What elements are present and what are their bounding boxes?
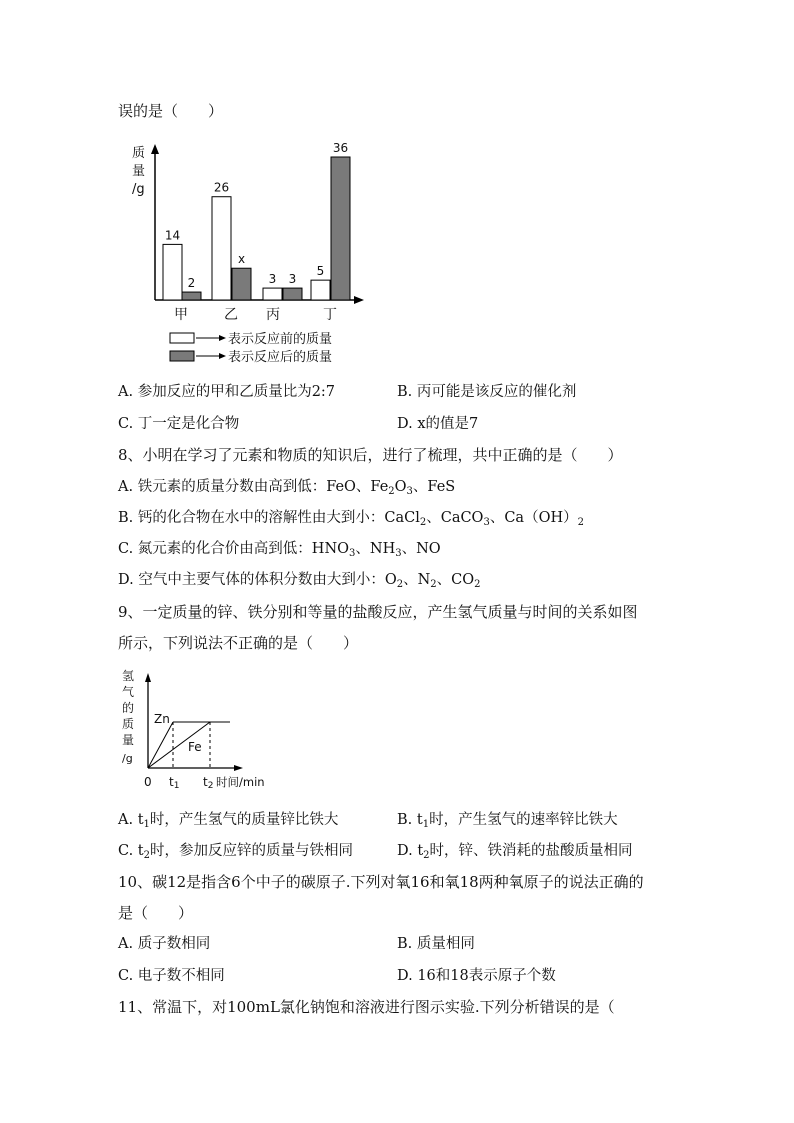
- q8-option-c: C. 氮元素的化合价由高到低：$HNO_3$、$NH_3$、NO: [118, 541, 441, 559]
- legend-after-label: 表示反应后的质量: [228, 350, 333, 365]
- legend-before-swatch: [170, 333, 194, 343]
- legend-after-swatch: [170, 351, 194, 361]
- graph-y-label-1: 氢: [122, 669, 135, 683]
- category-yi: 乙: [224, 307, 238, 323]
- q7-option-a: A. 参加反应的甲和乙质量比为2:7: [118, 384, 336, 400]
- y-axis-label-2: 量: [132, 164, 146, 179]
- graph-y-arrow: [145, 673, 151, 682]
- bar-label-before-2: 26: [213, 180, 230, 195]
- q9-option-a: A. $t_1$时，产生氢气的质量锌比铁大: [118, 812, 339, 830]
- bar-after-3: [283, 288, 302, 300]
- q8-option-d: D. 空气中主要气体的体积分数由大到小：$O_2$、$N_2$、$CO_2$: [118, 572, 481, 590]
- bar-label-after-4: 36: [332, 141, 349, 155]
- y-axis-label-3: /g: [132, 182, 145, 197]
- bar-label-before-1: 14: [164, 228, 181, 243]
- q9-option-c: C. $t_2$时，参加反应锌的质量与铁相同: [118, 843, 353, 861]
- zn-label: Zn: [154, 712, 170, 726]
- q10-stem-line-1: 10、碳12是指含6个中子的碳原子.下列对氧16和氧18两种氧原子的说法正确的: [118, 873, 644, 891]
- graph-y-label-6: /g: [122, 752, 133, 765]
- q9-option-d: D. $t_2$时，锌、铁消耗的盐酸质量相同: [397, 843, 633, 861]
- bar-after-2: [232, 268, 251, 300]
- category-ding: 丁: [323, 307, 337, 323]
- legend-arrow-icon: [219, 335, 226, 341]
- legend-arrow-icon: [219, 353, 226, 359]
- origin-label: 0: [144, 775, 152, 789]
- t2-label: t2: [203, 775, 214, 791]
- bar-after-1: [182, 292, 201, 300]
- q8-stem: 8、小明在学习了元素和物质的知识后，进行了梳理，共中正确的是（ ）: [118, 446, 623, 464]
- bar-label-before-3: 3: [268, 272, 277, 287]
- zn-curve: [148, 722, 173, 768]
- graph-x-arrow: [234, 765, 243, 771]
- legend-before-label: 表示反应前的质量: [228, 332, 333, 347]
- y-axis-arrow: [151, 144, 159, 154]
- q10-stem-line-2: 是（ ）: [118, 904, 194, 922]
- category-bing: 丙: [266, 307, 280, 323]
- bar-after-4: [331, 157, 350, 300]
- mass-bar-chart: [118, 140, 378, 370]
- category-jia: 甲: [174, 307, 188, 323]
- fe-label: Fe: [188, 740, 202, 754]
- bar-before-1: [163, 244, 182, 300]
- q8-option-b: B. 钙的化合物在水中的溶解性由大到小：CaCl$_2$、CaCO$_3$、$Ca(OH)_2$: [118, 510, 584, 528]
- q11-stem: 11、常温下，对100mL氯化钠饱和溶液进行图示实验.下列分析错误的是（: [118, 998, 615, 1016]
- q10-option-b: B. 质量相同: [397, 936, 475, 952]
- bar-label-before-4: 5: [316, 264, 325, 279]
- question-continuation: 误的是（ ）: [118, 102, 224, 120]
- bar-label-after-2: x: [237, 252, 246, 267]
- q7-option-d: D. x的值是7: [397, 416, 479, 432]
- q10-option-d: D. 16和18表示原子个数: [397, 968, 556, 984]
- graph-y-label-3: 的: [122, 701, 135, 715]
- q10-option-c: C. 电子数不相同: [118, 968, 225, 984]
- bar-label-after-3: 3: [288, 272, 297, 287]
- hydrogen-time-graph: [118, 668, 288, 798]
- q7-option-c: C. 丁一定是化合物: [118, 416, 240, 432]
- bar-before-2: [212, 197, 231, 300]
- q9-stem-line-2: 所示，下列说法不正确的是（ ）: [118, 634, 359, 652]
- x-axis-arrow: [354, 296, 364, 304]
- q10-option-a: A. 质子数相同: [118, 936, 211, 952]
- bar-label-after-1: 2: [187, 276, 196, 291]
- graph-y-label-5: 量: [122, 733, 135, 747]
- q7-option-b: B. 丙可能是该反应的催化剂: [397, 384, 577, 400]
- q9-stem-line-1: 9、一定质量的锌、铁分别和等量的盐酸反应，产生氢气质量与时间的关系如图: [118, 603, 638, 621]
- t1-label: t1: [169, 775, 180, 791]
- x-axis-label: 时间/min: [216, 775, 265, 789]
- q8-option-a: A. 铁元素的质量分数由高到低：FeO、$Fe_2O_3$、FeS: [118, 479, 456, 497]
- bar-before-3: [263, 288, 282, 300]
- graph-y-label-4: 质: [122, 717, 135, 731]
- y-axis-label-1: 质: [132, 146, 146, 161]
- q9-option-b: B. $t_1$时，产生氢气的速率锌比铁大: [397, 812, 618, 830]
- graph-y-label-2: 气: [122, 685, 135, 699]
- bar-before-4: [311, 280, 330, 300]
